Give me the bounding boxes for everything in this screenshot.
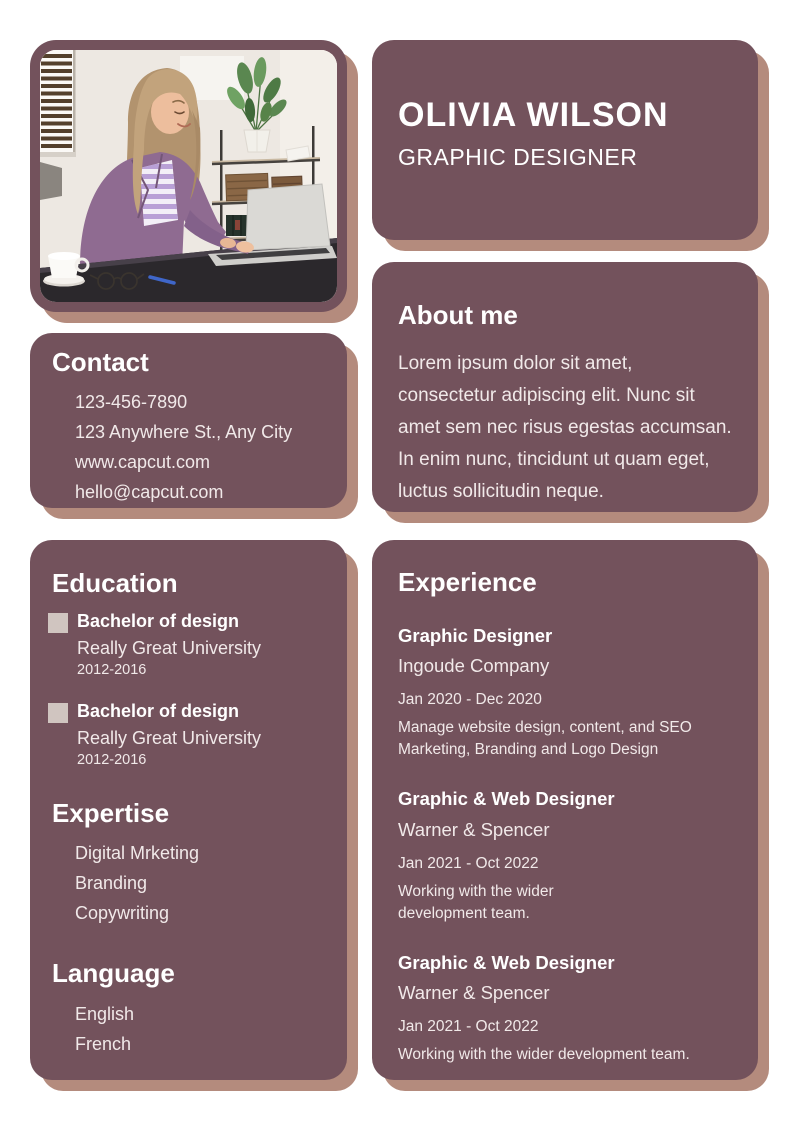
job-dates: Jan 2021 - Oct 2022 (398, 854, 539, 872)
language-item: English (75, 1003, 135, 1024)
details-section (30, 540, 347, 1080)
language-heading: Language (52, 958, 175, 989)
about-text: Lorem ipsum dolor sit amet, consectetur adipiscing elit. Nunc sit amet sem nec risus egestas accumsan. In enim nunc, tincidunt ut quam eget, luctus sollicitudin neque. (398, 353, 732, 503)
square-bullet-icon (48, 703, 68, 723)
expertise-list (52, 838, 333, 928)
experience-section (372, 540, 758, 1080)
job-description: Working with the wider development team. (398, 1045, 690, 1063)
education-degree: Bachelor of design (77, 611, 240, 632)
experience-job (398, 787, 736, 924)
contact-section (30, 333, 347, 508)
language-list (52, 999, 333, 1059)
education-years: 2012-2016 (77, 662, 147, 679)
contact-phone: 123-456-7890 (75, 392, 188, 413)
expertise-item: Copywriting (75, 903, 170, 924)
contact-email: hello@capcut.com (75, 482, 224, 503)
education-item (52, 610, 333, 678)
profile-photo-frame (40, 50, 337, 302)
education-heading: Education (52, 568, 178, 598)
language-item: French (75, 1033, 132, 1054)
experience-job (398, 951, 736, 1066)
education-school: Really Great University (77, 637, 262, 658)
education-item-body (77, 700, 261, 768)
profile-name: OLIVIA WILSON (398, 96, 669, 134)
about-heading: About me (398, 300, 518, 330)
profile-job-title: GRAPHIC DESIGNER (398, 144, 638, 171)
education-years: 2012-2016 (77, 752, 147, 769)
expertise-item: Digital Mrketing (75, 843, 200, 864)
experience-jobs (398, 624, 736, 1066)
education-school: Really Great University (77, 727, 262, 748)
contact-list (52, 387, 331, 507)
contact-address: 123 Anywhere St., Any City (75, 422, 293, 443)
education-degree: Bachelor of design (77, 701, 240, 722)
job-company: Warner & Spencer (398, 818, 550, 840)
name-header-card (372, 40, 758, 240)
job-description: Manage website design, content, and SEO Marketing, Branding and Logo Design (398, 719, 692, 759)
job-dates: Jan 2020 - Dec 2020 (398, 691, 542, 709)
contact-heading: Contact (52, 347, 149, 377)
job-title: Graphic Designer (398, 625, 553, 647)
job-dates: Jan 2021 - Oct 2022 (398, 1017, 539, 1035)
job-company: Warner & Spencer (398, 981, 550, 1003)
about-section (372, 262, 758, 512)
education-item (52, 700, 333, 768)
job-title: Graphic & Web Designer (398, 788, 615, 810)
expertise-item: Branding (75, 873, 148, 894)
experience-heading: Experience (398, 567, 537, 597)
experience-job (398, 624, 736, 761)
profile-photo-card (30, 40, 347, 312)
education-item-body (77, 610, 261, 678)
job-description: Working with the wider development team. (398, 882, 554, 922)
profile-photo-illustration (40, 50, 337, 302)
square-bullet-icon (48, 613, 68, 633)
job-title: Graphic & Web Designer (398, 951, 615, 973)
contact-website: www.capcut.com (75, 452, 211, 473)
expertise-heading: Expertise (52, 798, 170, 829)
job-company: Ingoude Company (398, 655, 550, 677)
